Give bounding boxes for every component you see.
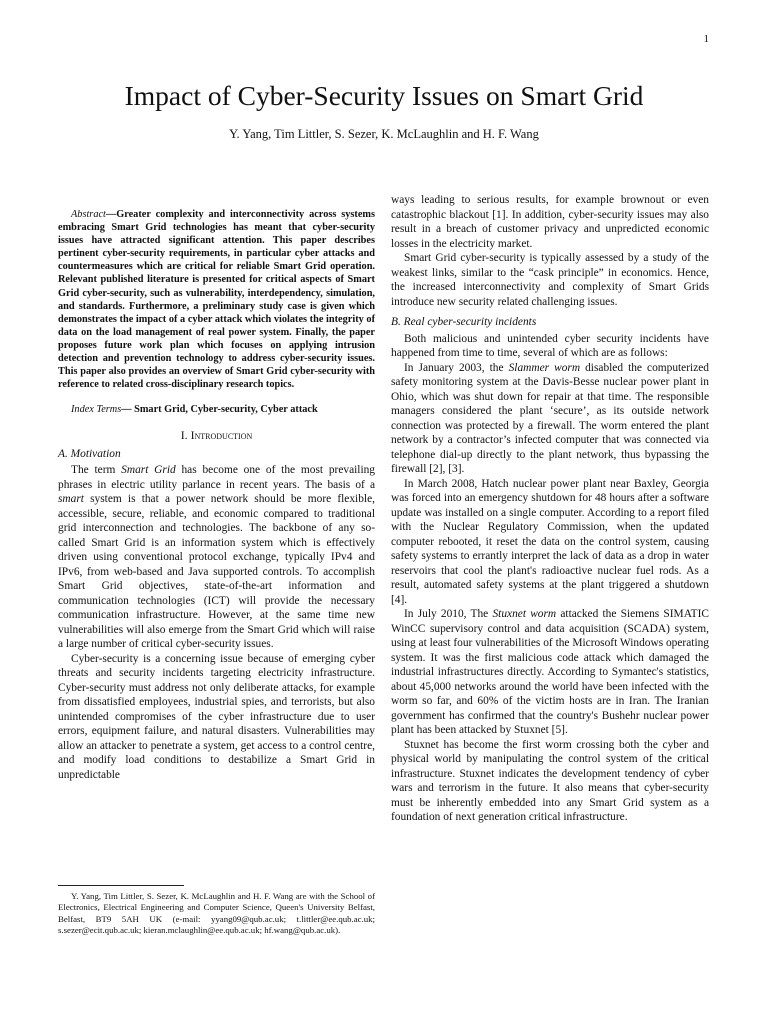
paragraph: Smart Grid cyber-security is typically assessed by a study of the weakest links, similar to the “cask principle” in economics. Hence, the increased interconnectivity and complexity of Smart Grids introduce new security related challenging issues.: [391, 252, 709, 308]
paragraph: In March 2008, Hatch nuclear power plant near Baxley, Georgia was forced into an emergency shutdown for 48 hours after a software update was installed on a single computer. According to a report filed with the Nuclear Regulatory Commission, when the updated computer rebooted, it reset the data on the control system, causing safety systems to errantly interpret the lack of data as a drop in water reservoirs that cool the plant's radioactive nuclear fuel rods. As a result, automated safety systems at the plant triggered a shutdown [4].: [391, 477, 709, 606]
subsection-heading-incidents: B. Real cyber-security incidents: [391, 316, 537, 328]
text-run: system is that a power network should be more flexible, accessible, secure, reliable, and economic compared to traditional grid interconnection and technologies. The backbone of any so-called Smart Grid is an information system which is effectively driven using conventional protocol exchange, typically IPv4 and IPv6, from web-based and Java supported controls. To accomplish Smart Grid objectives, state-of-the-art information and communication technologies (ICT) will provide the necessary communication infrastructure. However, at the same time new vulnerabilities will also emerge from the Smart Grid which will raise a large number of critical cyber-security issues.: [58, 493, 375, 651]
section-title: Introduction: [190, 428, 253, 443]
section-numeral: I.: [180, 428, 188, 443]
index-terms: [58, 403, 375, 416]
text-run: In July 2010, The: [404, 608, 493, 620]
emphasis: Stuxnet worm: [492, 608, 557, 620]
text-run: attacked the Siemens SIMATIC WinCC supervisory control and data acquisition (SCADA) system, using at least four vulnerabilities of the Microsoft Windows operating system. It was the first malicious code attack which damaged the industrial infrastructures directly. According to Symantec's statistics, about 45,000 networks around the world have been infected with the worm so far, and 60% of the victim hosts are in Iran. The Iranian government has confirmed that the country's Bushehr nuclear power plant has been attacked by Stuxnet [5].: [391, 608, 710, 736]
subsection-heading-motivation: A. Motivation: [58, 447, 121, 460]
emphasis: Slammer worm: [508, 361, 581, 374]
text-run: disabled the computerized safety monitoring system at the Davis-Besse nuclear power plant in Ohio, which was shut down for repair at that time. The responsible managers considered the plant ‘secure’, as its outside network connection was protected by a firewall. The worm entered the plant network by a contractor’s infected computer that was connected via telephone dial-up directly to the plant network, thus bypassing the firewall [2], [3].: [391, 361, 710, 475]
paragraph: [391, 607, 709, 738]
author-list: Y. Yang, Tim Littler, S. Sezer, K. McLaughlin and H. F. Wang: [229, 127, 539, 141]
right-column: [391, 193, 709, 825]
abstract: [58, 208, 375, 391]
paragraph: [391, 361, 709, 477]
page-number: 1: [703, 33, 709, 45]
paragraph: Both malicious and unintended cyber security incidents have happened from time to time, several of which are as follows:: [391, 332, 709, 359]
emphasis: Smart Grid: [121, 464, 176, 477]
abstract-text: —Greater complexity and interconnectivity across systems embracing Smart Grid technologies has meant that cyber-security issues have attracted significant attention. This paper describes pertinent cyber-security requirements, in particular cyber attacks and countermeasures which are critical for reliable Smart Grid operation. Relevant published literature is presented for critical aspects of Smart Grid cyber-security, such as vulnerability, interdependency, simulation, and standards. Furthermore, a preliminary study case is given which demonstrates the impact of a cyber attack which violates the integrity of data on the load management of real power system. Finally, the paper proposes future work plan which focuses on applying intrusion detection and prevention technology to address cyber-security issues. This paper also provides an overview of Smart Grid cyber-security with reference to related cross-disciplinary research topics.: [58, 209, 375, 391]
left-column: [58, 208, 375, 782]
footnote-divider: [58, 885, 184, 886]
index-terms-text: — Smart Grid, Cyber-security, Cyber attack: [121, 404, 318, 416]
paragraph: Stuxnet has become the first worm crossing both the cyber and physical world by manipulating the control system of the critical infrastructure. Stuxnet indicates the development tendency of cyber wars and terrorism in the future. It also means that cyber-security must be inherently embedded into any Smart Grid system as a foundation of next generation critical infrastructure.: [391, 738, 709, 823]
paragraph-continued: ways leading to serious results, for example brownout or even catastrophic blackout [1]. In addition, cyber-security issues may also result in a breach of customer privacy and unpredicted economic losses in the electricity market.: [391, 194, 709, 250]
index-terms-lead: Index Terms: [71, 404, 122, 416]
emphasis: smart: [58, 493, 84, 506]
paragraph: [58, 463, 375, 652]
section-heading: [58, 428, 375, 443]
text-run: In January 2003, the: [404, 361, 509, 374]
paper-title: Impact of Cyber-Security Issues on Smart Grid: [124, 80, 644, 111]
text-run: The term: [71, 464, 122, 477]
abstract-lead: Abstract: [71, 209, 106, 220]
paragraph: Cyber-security is a concerning issue because of emerging cyber threats and security incidents targeting electricity infrastructure. Cyber-security must address not only deliberate attacks, for example from dissatisfied employees, industrial spies, and terrorists, but also unintended compromises of the cyber infrastructure due to user errors, equipment failure, and natural disasters. Vulnerabilities may allow an attacker to penetrate a system, get access to a control centre, and modify load conditions to destabilize a Smart Grid in unpredictable: [58, 652, 375, 781]
text-run: has become one of the most prevailing phrases in electric utility parlance in recent years. The basis of a: [58, 464, 376, 491]
footnote-affiliation: Y. Yang, Tim Littler, S. Sezer, K. McLaughlin and H. F. Wang are with the School of Electronics, Electrical Engineering and Computer Science, Queen's University Belfast, Belfast, BT9 5AH UK (e-mail: yyang09@qub.ac.uk; t.littler@ee.qub.ac.uk; s.sezer@ecit.qub.ac.uk; kieran.mclaughlin@ee.qub.ac.uk; hf.wang@qub.ac.uk).: [58, 891, 375, 936]
